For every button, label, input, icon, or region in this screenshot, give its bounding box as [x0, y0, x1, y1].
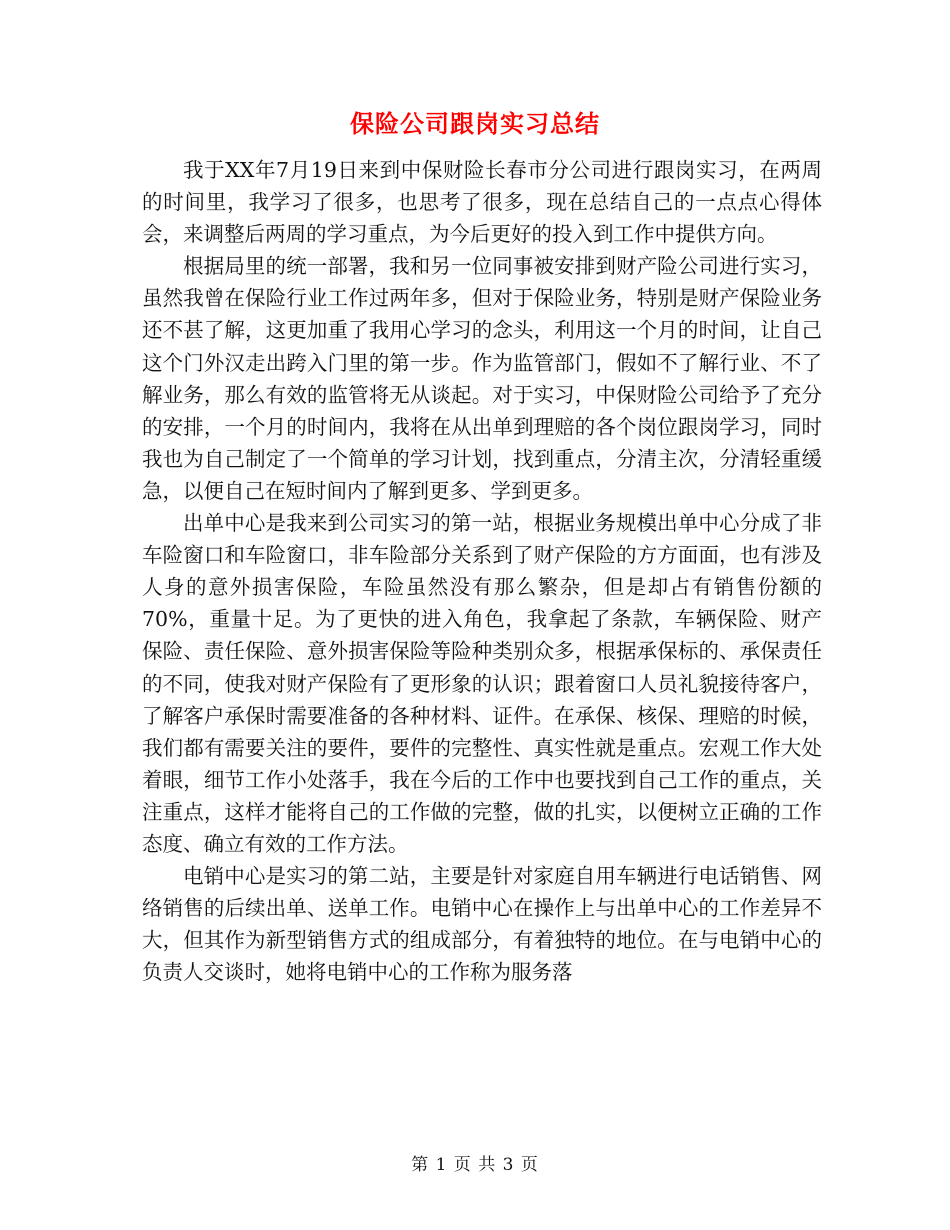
paragraph-4: 电销中心是实习的第二站，主要是针对家庭自用车辆进行电话销售、网络销售的后续出单、送单工作。电销中心在操作上与出单中心的工作差异不大，但其作为新型销售方式的组成部分，有着独特的地位。在与电销中心的负责人交谈时，她将电销中心的工作称为服务落 [142, 864, 822, 985]
document-title: 保险公司跟岗实习总结 [350, 109, 600, 138]
paragraph-3: 出单中心是我来到公司实习的第一站，根据业务规模出单中心分成了非车险窗口和车险窗口，非车险部分关系到了财产保险的方方面面，也有涉及人身的意外损害保险，车险虽然没有那么繁杂，但是却占有销售份额的70%，重量十足。为了更快的进入角色，我拿起了条款，车辆保险、财产保险、责任保险、意外损害保险等险种类别众多，根据承保标的、承保责任的不同，使我对财产保险有了更形象的认识；跟着窗口人员礼貌接待客户，了解客户承保时需要准备的各种材料、证件。在承保、核保、理赔的时候，我们都有需要关注的要件，要件的完整性、真实性就是重点。宏观工作大处着眼，细节工作小处落手，我在今后的工作中也要找到自己工作的重点，关注重点，这样才能将自己的工作做的完整，做的扎实，以便树立正确的工作态度、确立有效的工作方法。 [142, 511, 822, 856]
paragraph-1: 我于XX年7月19日来到中保财险长春市分公司进行跟岗实习，在两周的时间里，我学习了很多，也思考了很多，现在总结自己的一点点心得体会，来调整后两周的学习重点，为今后更好的投入到工作中提供方向。 [142, 158, 822, 247]
paragraph-2: 根据局里的统一部署，我和另一位同事被安排到财产险公司进行实习，虽然我曾在保险行业工作过两年多，但对于保险业务，特别是财产保险业务还不甚了解，这更加重了我用心学习的念头，利用这一个月的时间，让自己这个门外汉走出跨入门里的第一步。作为监管部门，假如不了解行业、不了解业务，那么有效的监管将无从谈起。对于实习，中保财险公司给予了充分的安排，一个月的时间内，我将在从出单到理赔的各个岗位跟岗学习，同时我也为自己制定了一个简单的学习计划，找到重点，分清主次，分清轻重缓急，以便自己在短时间内了解到更多、学到更多。 [142, 254, 822, 503]
document-body [142, 154, 822, 988]
page-footer: 第 1 页 共 3 页 [411, 1155, 539, 1175]
